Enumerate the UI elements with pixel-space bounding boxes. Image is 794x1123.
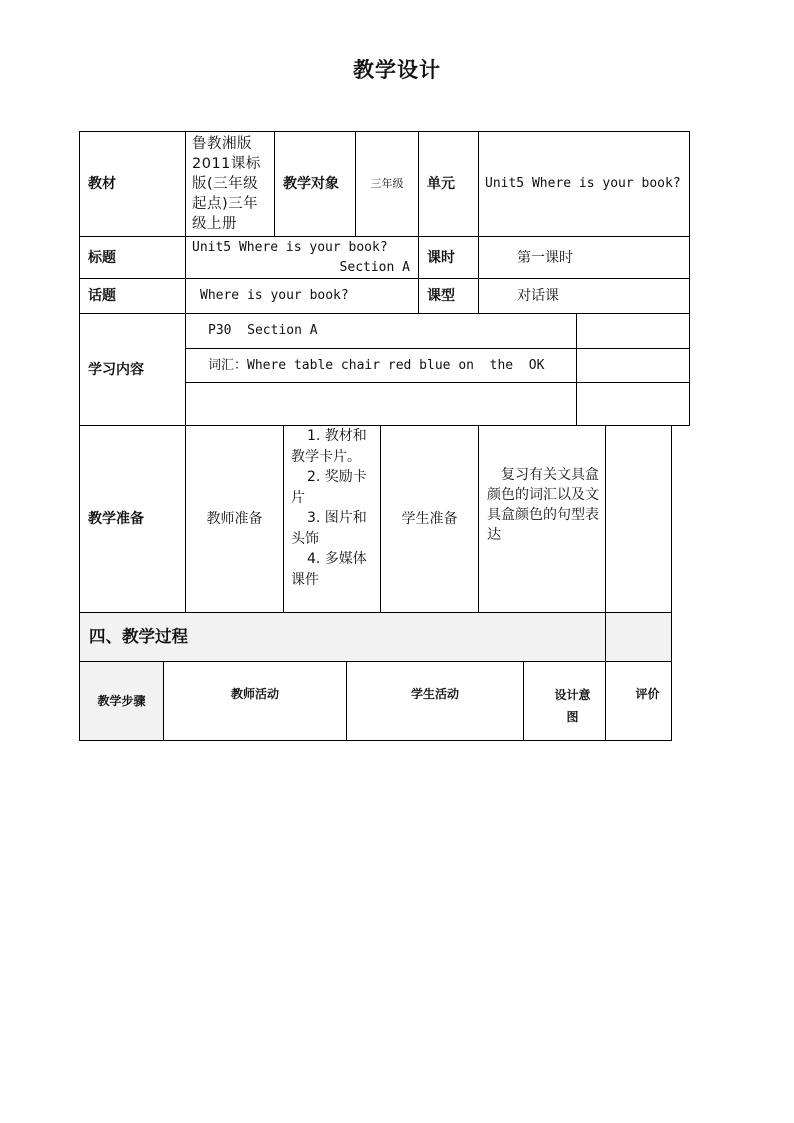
- period-label-text: 课时: [427, 249, 455, 266]
- teacher-prep-item: 1. 教材和教学卡片。: [291, 428, 367, 465]
- content-side-3: [576, 382, 690, 426]
- unit-label-text: 单元: [427, 176, 455, 192]
- col-eval: [605, 661, 672, 741]
- col-student-text: 学生活动: [410, 687, 459, 701]
- col-student: [346, 661, 524, 741]
- col-eval-text: 评价: [635, 687, 660, 701]
- teacher-prep-item: 4. 多媒体课件: [291, 551, 367, 588]
- col-design-text: 设计意图: [554, 688, 591, 724]
- prep-label: [79, 425, 186, 613]
- material-label-text: 教材: [88, 176, 116, 192]
- type-label: [418, 278, 479, 314]
- material-label: [79, 131, 186, 237]
- content-line-1: [185, 313, 577, 349]
- type-value-text: 对话课: [517, 288, 559, 304]
- teacher-prep-items: [283, 425, 381, 613]
- period-value-text: 第一课时: [517, 249, 573, 266]
- content-line-2: [185, 348, 577, 383]
- content-line-2-text: 词汇：Where table chair red blue on the OK: [208, 357, 545, 373]
- title-line-2: Section A: [339, 260, 410, 275]
- target-label-text: 教学对象: [283, 176, 339, 192]
- col-teacher: [163, 661, 347, 741]
- unit-value-text: Unit5 Where is your book?: [485, 176, 681, 191]
- process-heading: [79, 612, 606, 662]
- content-side-1: [576, 313, 690, 349]
- type-value: [478, 278, 690, 314]
- material-value: [185, 131, 275, 237]
- target-value-text: 三年级: [370, 177, 404, 190]
- doc-title: 教学设计: [353, 58, 441, 82]
- period-label: [418, 236, 479, 279]
- target-value: [355, 131, 419, 237]
- prep-label-text: 教学准备: [88, 511, 144, 527]
- title-label: [79, 236, 186, 279]
- col-steps: [79, 661, 164, 741]
- col-steps-text: 教学步骤: [97, 694, 146, 708]
- process-heading-side: [605, 612, 672, 662]
- student-prep-value-text: 复习有关文具盒颜色的词汇以及文具盒颜色的句型表达: [487, 467, 599, 543]
- col-teacher-text: 教师活动: [230, 687, 279, 701]
- col-design: [523, 661, 606, 741]
- topic-value: [185, 278, 419, 314]
- teacher-prep-label-text: 教师准备: [206, 511, 263, 527]
- content-side-2: [576, 348, 690, 383]
- process-heading-text: 四、教学过程: [89, 627, 188, 646]
- title-label-text: 标题: [88, 249, 116, 266]
- title-value: [185, 236, 419, 279]
- topic-label: [79, 278, 186, 314]
- teacher-prep-item: 2. 奖励卡片: [291, 469, 367, 506]
- target-label: [274, 131, 356, 237]
- teacher-prep-item: 3. 图片和头饰: [291, 510, 367, 547]
- content-label: [79, 313, 186, 426]
- unit-label: [418, 131, 479, 237]
- material-value-text: 鲁教湘版2011课标版(三年级起点)三年级上册: [192, 136, 261, 232]
- topic-value-text: Where is your book?: [200, 288, 349, 303]
- content-line-1-text: P30 Section A: [208, 323, 318, 338]
- content-label-text: 学习内容: [88, 361, 144, 378]
- topic-label-text: 话题: [88, 288, 116, 304]
- student-prep-label-text: 学生准备: [401, 511, 458, 527]
- student-prep-label: [380, 425, 479, 613]
- unit-value: [478, 131, 690, 237]
- type-label-text: 课型: [427, 288, 455, 304]
- prep-extra: [605, 425, 672, 613]
- period-value: [478, 236, 690, 279]
- student-prep-value: [478, 425, 606, 613]
- teacher-prep-label: [185, 425, 284, 613]
- content-line-3: [185, 382, 577, 426]
- title-line-1: Unit5 Where is your book?: [192, 240, 388, 255]
